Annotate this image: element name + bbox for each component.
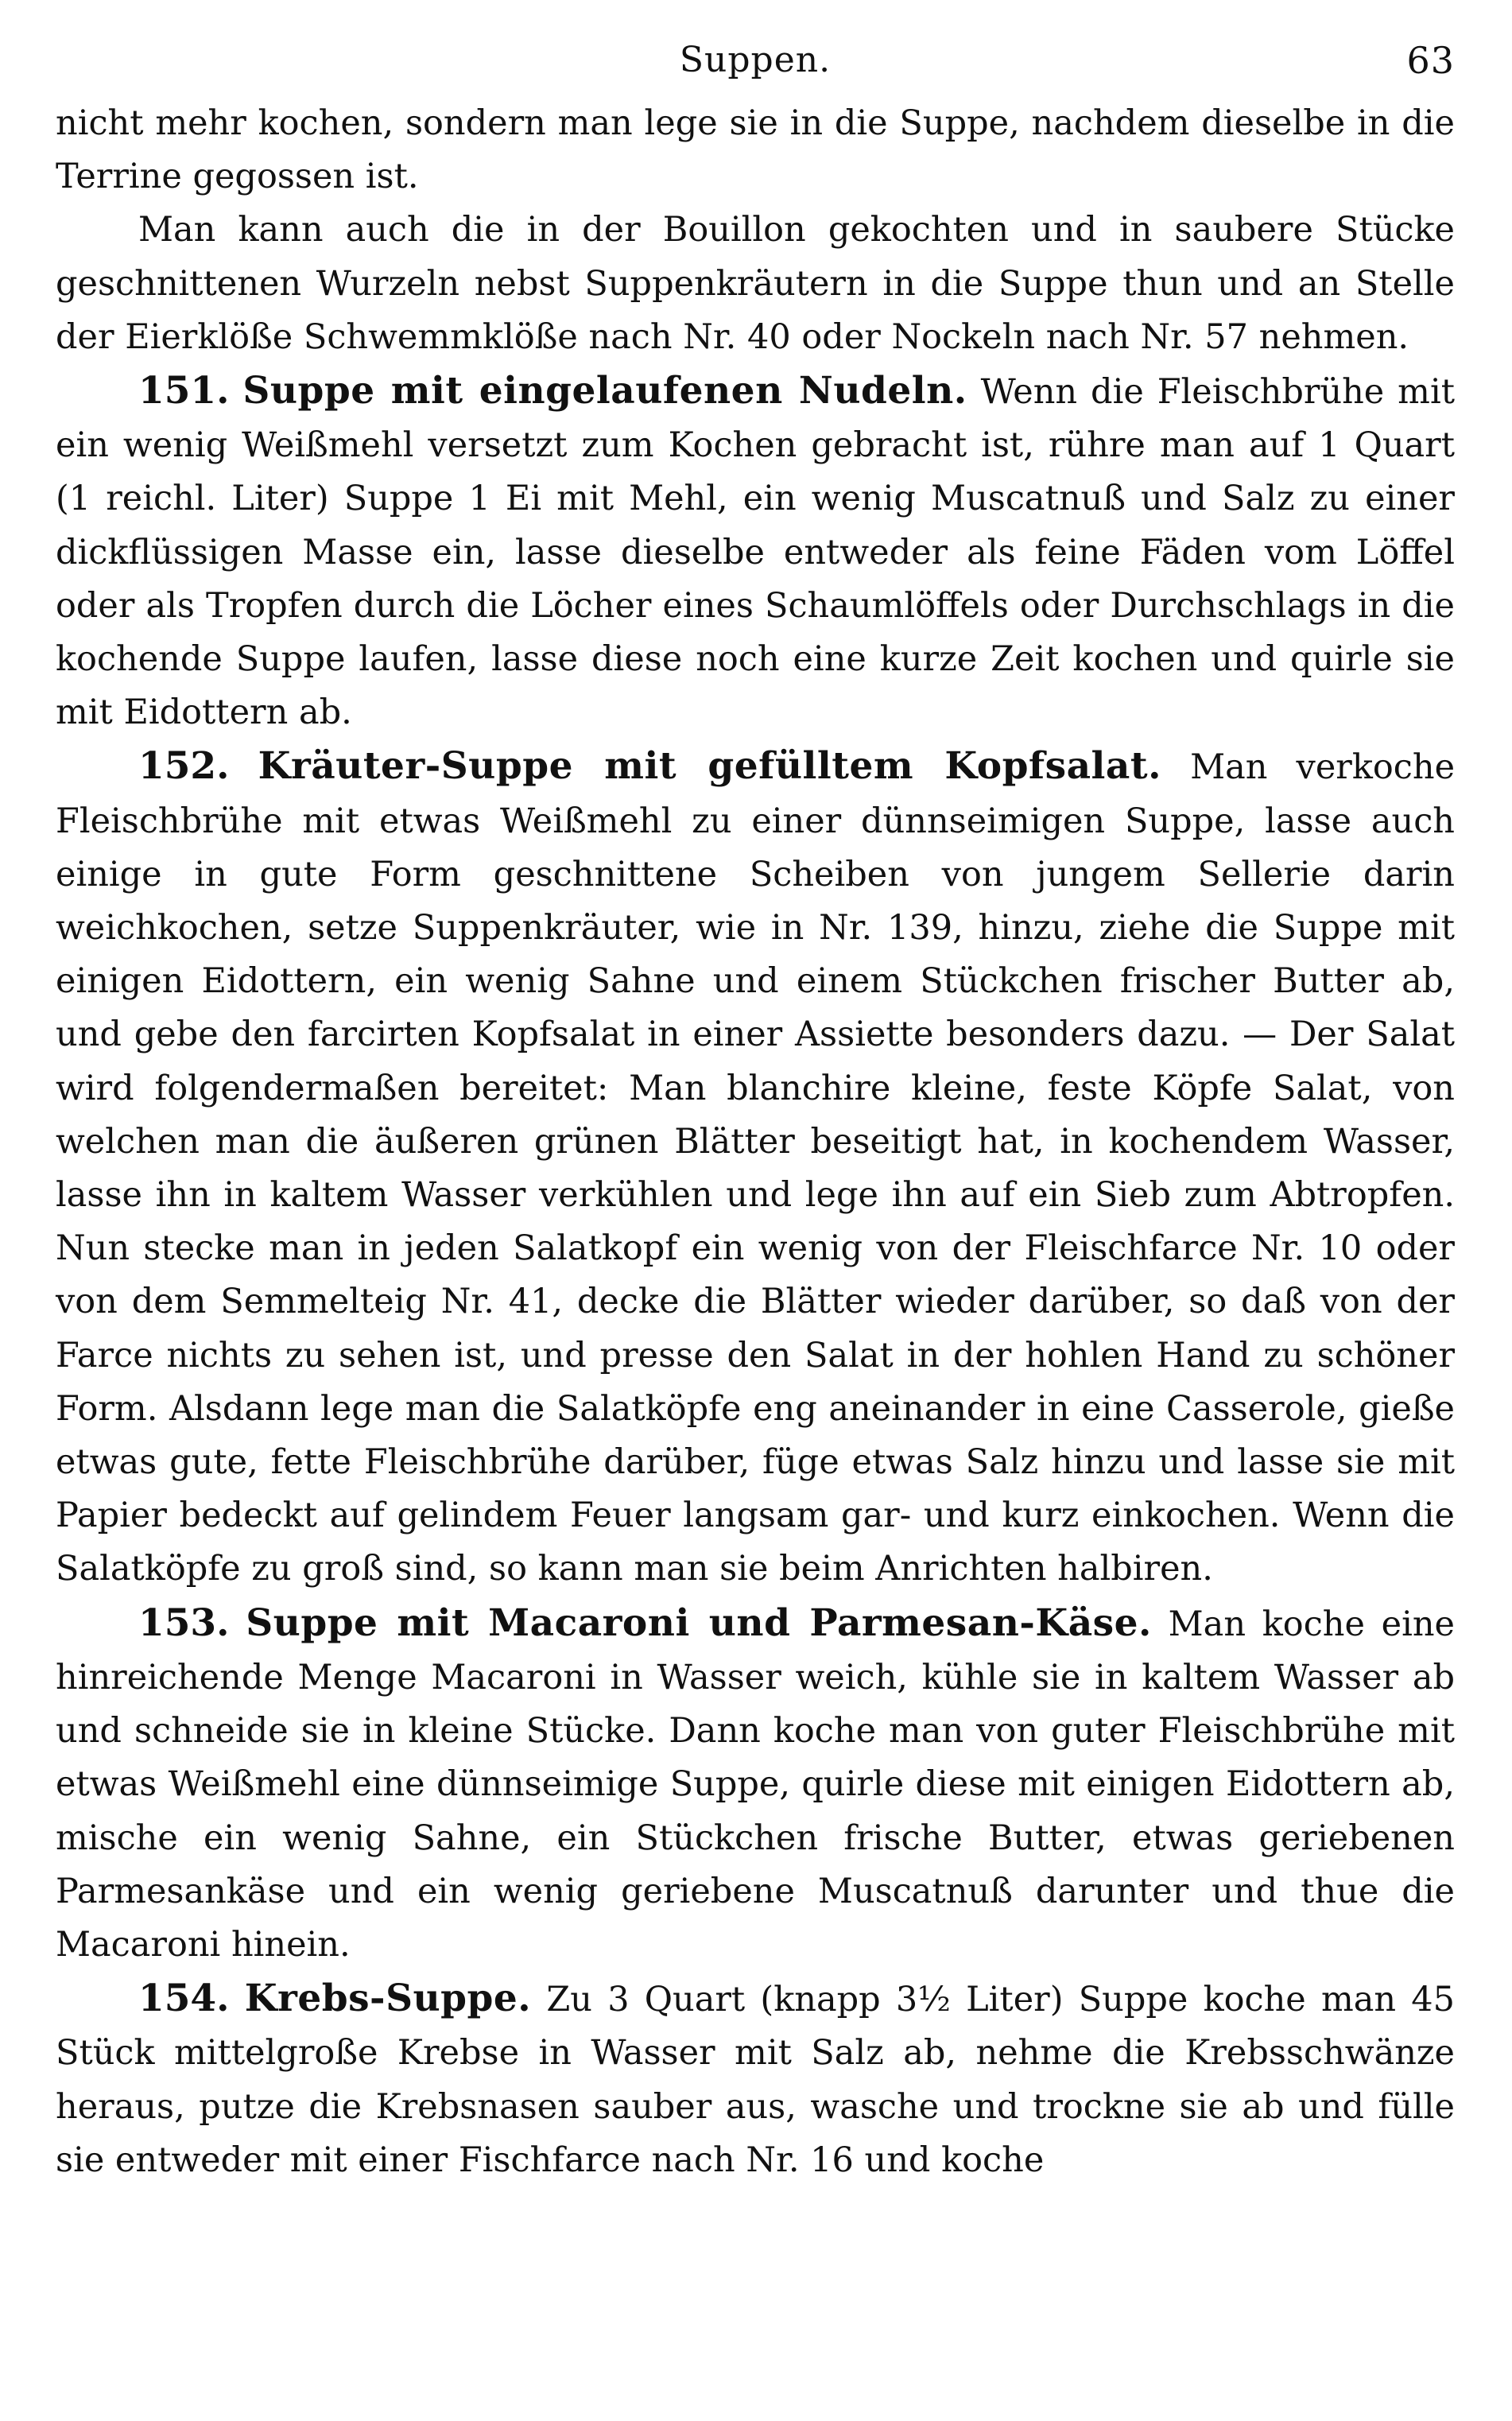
paragraph-text: nicht mehr kochen, sondern man lege sie in die Suppe, nachdem dieselbe in die Terrine gegossen ist. (56, 103, 1455, 197)
recipe-title: Suppe mit Macaroni und Parmesan-Käse. (246, 1600, 1152, 1645)
recipe-title: Suppe mit eingelaufenen Nudeln. (242, 369, 967, 413)
recipe-title: Krebs-Suppe. (244, 1977, 532, 2021)
continuation-paragraph (56, 97, 1455, 204)
recipe-text: Man verkoche Fleischbrühe mit etwas Weißmehl zu einer dünnseimigen Suppe, lasse auch einige in gute Form geschnittene Scheiben von jungem Sellerie darin weichkochen, setze Suppenkräuter, wie in Nr. 139, hinzu, ziehe die Suppe mit einigen Eidottern, ein wenig Sahne und einem Stückchen frischer Butter ab, und gebe den farcirten Kopfsalat in einer Assiette besonders dazu. — Der Salat wird folgendermaßen bereitet: Man blanchire kleine, feste Köpfe Salat, von welchen man die äußeren grünen Blätter beseitigt hat, in kochendem Wasser, lasse ihn in kaltem Wasser verkühlen und lege ihn auf ein Sieb zum Abtropfen. Nun stecke man in jeden Salatkopf ein wenig von der Fleischfarce Nr. 10 oder von dem Semmelteig Nr. 41, decke die Blätter wieder darüber, so daß von der Farce nichts zu sehen ist, und presse den Salat in der hohlen Hand zu schöner Form. Alsdann lege man die Salatköpfe eng aneinander in eine Casserole, gieße etwas gute, fette Fleischbrühe darüber, füge etwas Salz hinzu und lasse sie mit Papier bedeckt auf gelindem Feuer langsam gar- und kurz einkochen. Wenn die Salatköpfe zu groß sind, so kann man sie beim Anrichten halbiren. (56, 747, 1456, 1589)
section-title: Suppen. (679, 40, 832, 80)
recipe-text: Man koche eine hinreichende Menge Macaroni in Wasser weich, kühle sie in kaltem Wasser ab und schneide sie in kleine Stücke. Dann koche man von guter Fleischbrühe mit etwas Weißmehl eine dünnseimige Suppe, quirle diese mit einigen Eidottern ab, mische ein wenig Sahne, ein Stückchen frische Butter, etwas geriebenen Parmesankäse und ein wenig geriebene Muscatnuß darunter und thue die Macaroni hinein. (56, 1604, 1455, 1965)
running-head (56, 24, 1455, 97)
body-text (56, 97, 1455, 2187)
recipe-154 (56, 1972, 1455, 2187)
page-number: 63 (1406, 39, 1455, 82)
recipe-number: 154. (138, 1977, 230, 2021)
recipe-152 (56, 739, 1455, 1596)
recipe-151 (56, 364, 1455, 739)
recipe-title: Kräuter-Suppe mit gefülltem Kopfsalat. (258, 744, 1161, 789)
recipe-text: Zu 3 Quart (knapp 3½ Liter) Suppe koche man 45 Stück mittelgroße Krebse in Wasser mit Salz ab, nehme die Krebsschwänze heraus, putze die Krebsnasen sauber aus, wasche und trockne sie ab und fülle sie entweder mit einer Fischfarce nach Nr. 16 und koche (56, 1980, 1456, 2180)
paragraph-text: Man kann auch die in der Bouillon gekochten und in saubere Stücke geschnittenen Wurzeln nebst Suppenkräutern in die Suppe thun und an Stelle der Eierklöße Schwemmklöße nach Nr. 40 oder Nockeln nach Nr. 57 nehmen. (56, 210, 1455, 357)
book-page (56, 24, 1455, 2397)
recipe-number: 152. (138, 744, 230, 789)
recipe-153 (56, 1597, 1455, 1972)
note-paragraph (56, 204, 1455, 364)
recipe-number: 153. (138, 1600, 230, 1645)
recipe-number: 151. (138, 369, 230, 413)
recipe-text: Wenn die Fleischbrühe mit ein wenig Weißmehl versetzt zum Kochen gebracht ist, rühre man auf 1 Quart (1 reichl. Liter) Suppe 1 Ei mit Mehl, ein wenig Muscatnuß und Salz zu einer dickflüssigen Masse ein, lasse dieselbe entweder als feine Fäden vom Löffel oder als Tropfen durch die Löcher eines Schaumlöffels oder Durchschlags in die kochende Suppe laufen, lasse diese noch eine kurze Zeit kochen und quirle sie mit Eidottern ab. (56, 372, 1455, 733)
